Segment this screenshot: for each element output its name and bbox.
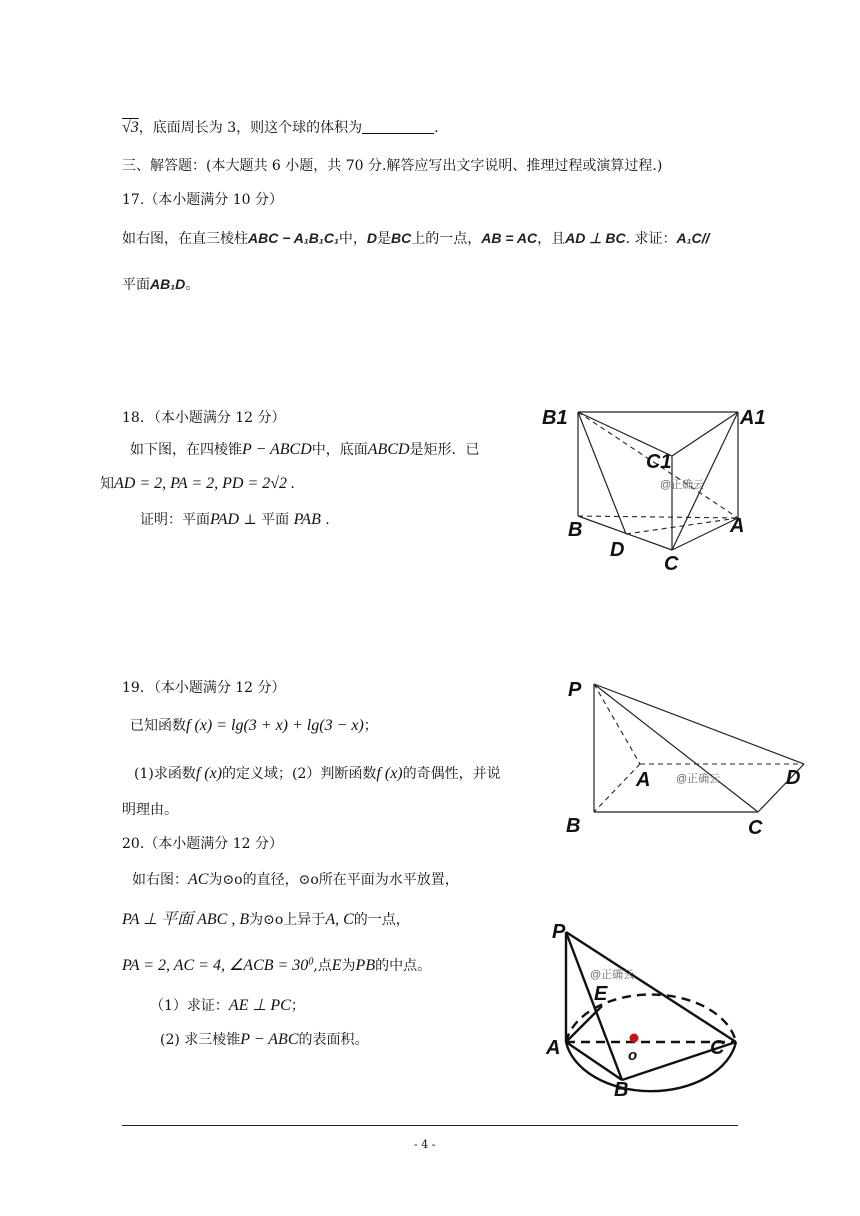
q20-text-a: 如右图： — [132, 872, 188, 888]
figure-prism — [530, 400, 780, 580]
label-b1: B1 — [542, 407, 568, 429]
q20-conditions: PA = 2, AC = 4, ∠ACB = 30 — [122, 957, 309, 974]
label-a: A — [730, 515, 745, 537]
answer-blank — [362, 119, 434, 134]
carry-text: ，底面周长为 3，则这个球的体积为 — [138, 120, 363, 136]
q20-part1-a: （1）求证： — [150, 998, 229, 1014]
q19-text-b: ； — [363, 718, 378, 734]
q18-line3 — [140, 510, 330, 529]
label-a: A — [636, 769, 651, 791]
q20-text-c: 为⊙o上异于 — [249, 912, 326, 928]
q18-text-b: 中，底面 — [311, 442, 368, 458]
edge-pa — [594, 684, 640, 764]
q20-part2-a: (2) 求三棱锥 — [160, 1032, 241, 1048]
q18-pad: PAD — [210, 511, 240, 528]
q17-text-h: 。 — [185, 277, 200, 293]
q19-text-d: 的定义域；(2）判断函数 — [222, 766, 377, 782]
q20-text-e: ,点 — [313, 958, 332, 974]
q20-line3 — [122, 956, 431, 975]
edge-ca — [672, 518, 738, 550]
section-3-heading: 三、解答题：(本大题共 6 小题，共 70 分.解答应写出文字说明、推理过程或演算过程.) — [122, 158, 663, 174]
label-a: A — [546, 1037, 561, 1059]
label-b: B — [614, 1079, 629, 1101]
edge-ab — [594, 764, 640, 812]
q17-text-a: 如右图，在直三棱柱 — [122, 231, 248, 247]
label-o: o — [628, 1047, 638, 1064]
q17-text-g: 平面 — [122, 277, 150, 293]
q19-line2 — [134, 764, 501, 783]
q19-text-a: 已知函数 — [130, 718, 186, 734]
q17-text-b: 中， — [338, 231, 367, 247]
watermark: @正确云 — [590, 969, 635, 981]
q18-line2 — [100, 474, 295, 493]
q20-pa-perp: PA ⊥ 平面 ABC , B — [122, 911, 250, 928]
q19-text-c: (1)求函数 — [134, 766, 196, 782]
q19-fx-1: f (x) — [195, 765, 223, 782]
carry-over-line — [122, 118, 439, 137]
q18-text-d: 知 — [100, 476, 114, 492]
q19-line3: 明理由。 — [122, 802, 178, 818]
edge-b1d — [578, 412, 626, 534]
label-c: C — [748, 817, 763, 839]
footer-rule — [122, 1125, 738, 1126]
q20-part1-b: AE ⊥ PC — [228, 997, 291, 1014]
q17-ab-eq-ac: AB = AC — [481, 230, 538, 246]
label-b: B — [568, 519, 583, 541]
q19-heading: 19．（本小题满分 12 分） — [122, 680, 286, 696]
label-c: C — [664, 553, 679, 575]
q20-degree: 0 — [308, 956, 314, 968]
q19-function: f (x) = lg(3 + x) + lg(3 − x) — [186, 717, 364, 734]
q19-text-e: 的奇偶性，并说 — [402, 766, 501, 782]
q20-part2 — [160, 1030, 369, 1049]
q17-plane: AB₁D — [150, 276, 186, 292]
q18-text-c: 是矩形．已 — [409, 442, 480, 458]
center-point — [630, 1034, 639, 1043]
q17-line2 — [122, 276, 199, 294]
q17-line1 — [122, 230, 709, 248]
q18-pab: PAB — [293, 511, 321, 528]
q20-ac-points: A, C — [325, 911, 354, 928]
q20-e: E — [331, 957, 342, 974]
q20-text-f: 为 — [341, 958, 356, 974]
q17-text-f: . 求证： — [625, 231, 677, 247]
q20-part1 — [150, 996, 305, 1015]
carry-end: . — [434, 120, 439, 136]
q20-line1 — [132, 870, 459, 889]
q18-base: ABCD — [367, 441, 410, 458]
q17-heading: 17.（本小题满分 10 分） — [122, 192, 283, 208]
q20-line2 — [122, 910, 410, 929]
q20-part1-c: ； — [290, 998, 305, 1014]
q19-line1 — [130, 716, 378, 735]
q17-prism: ABC − A₁B₁C₁ — [248, 230, 339, 246]
watermark: @正确云 — [660, 479, 705, 491]
label-d: D — [610, 539, 625, 561]
q20-heading: 20.（本小题满分 12 分） — [122, 836, 283, 852]
q20-text-g: 的中点。 — [375, 958, 432, 974]
page-number: - 4 - — [414, 1138, 436, 1151]
label-b: B — [566, 815, 581, 837]
q17-text-d: 上的一点， — [411, 231, 482, 247]
q18-line1 — [130, 440, 480, 459]
figure-pyramid — [560, 672, 810, 842]
q20-text-b: 为⊙o的直径，⊙o所在平面为水平放置， — [208, 872, 459, 888]
watermark: @正确云 — [676, 773, 721, 785]
q20-text-d: 的一点， — [353, 912, 410, 928]
edge-pc — [566, 932, 736, 1042]
label-c: C — [710, 1037, 725, 1059]
q20-part2-c: 的表面积。 — [298, 1032, 369, 1048]
edge-pd — [594, 684, 804, 764]
q18-text-e: 证明：平面 — [140, 512, 210, 528]
q20-pb: PB — [355, 957, 376, 974]
label-c1: C1 — [646, 451, 672, 473]
q17-ad-perp-bc: AD ⊥ BC — [565, 230, 626, 246]
label-p: P — [552, 921, 566, 943]
figure-circle-pyramid — [540, 918, 740, 1101]
edge-pc — [594, 684, 758, 812]
label-d: D — [786, 767, 801, 789]
q18-text-a: 如下图，在四棱锥 — [130, 442, 242, 458]
q18-conditions: AD = 2, PA = 2, PD = 2√2 . — [114, 475, 296, 492]
q20-part2-b: P − ABC — [240, 1031, 299, 1048]
label-e: E — [594, 983, 608, 1005]
q17-text-e: ，且 — [537, 231, 566, 247]
q18-end: . — [320, 512, 330, 528]
q17-a1c-parallel: A₁C// — [676, 230, 710, 246]
q18-heading: 18．（本小题满分 12 分） — [122, 410, 286, 426]
sqrt3: √3 — [122, 119, 139, 136]
q18-pyramid: P − ABCD — [242, 441, 312, 458]
q17-bc: BC — [391, 230, 412, 246]
q19-fx-2: f (x) — [376, 765, 403, 782]
q18-perp: ⊥ 平面 — [239, 512, 294, 528]
label-p: P — [568, 679, 582, 701]
q17-text-c: 是 — [377, 231, 392, 247]
edge-ae — [566, 1006, 602, 1042]
q17-point-d: D — [366, 230, 378, 246]
label-a1: A1 — [740, 407, 766, 429]
q20-ac: AC — [188, 871, 209, 888]
edge-ba — [578, 516, 738, 518]
